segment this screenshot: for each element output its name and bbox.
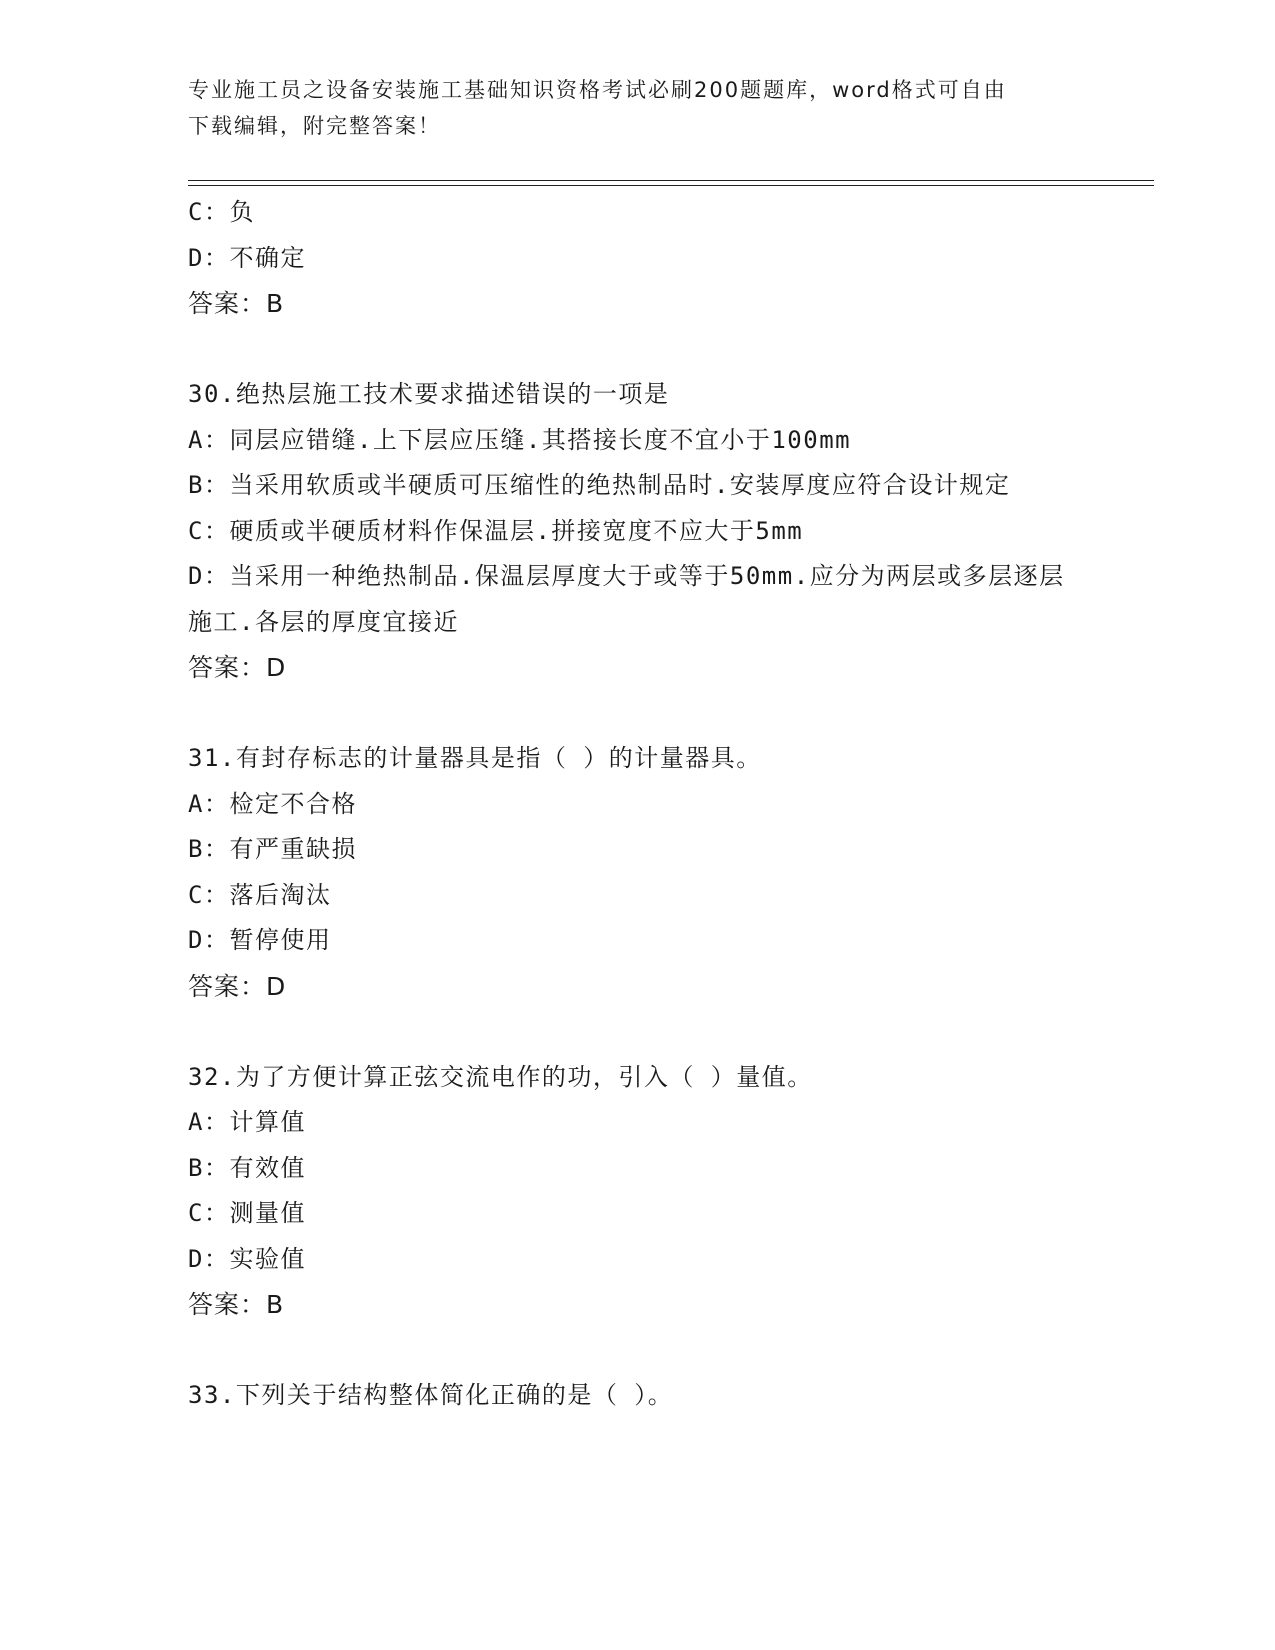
option-d: D：暂停使用: [188, 926, 332, 954]
option-d: D：当采用一种绝热制品.保温层厚度大于或等于50mm.应分为两层或多层逐层施工.各层的厚度宜接近: [188, 562, 1065, 636]
option-b: B：有严重缺损: [188, 835, 357, 863]
question-33: [188, 1373, 1088, 1419]
answer-line: 答案：B: [188, 289, 285, 318]
question-stem: 31.有封存标志的计量器具是指（ ）的计量器具。: [188, 744, 762, 772]
answer-line: 答案：D: [188, 653, 287, 682]
question-stem: 32.为了方便计算正弦交流电作的功，引入（ ）量值。: [188, 1062, 813, 1091]
option-a: A：检定不合格: [188, 789, 357, 818]
option-d: D：实验值: [188, 1244, 306, 1273]
answer-line: 答案：B: [188, 1290, 285, 1319]
answer-line: 答案：D: [188, 971, 287, 1001]
question-31: [188, 736, 1088, 1009]
header-divider-bottom: [188, 185, 1154, 186]
option-c: C：硬质或半硬质材料作保温层.拼接宽度不应大于5mm: [188, 516, 804, 545]
option-b: B：当采用软质或半硬质可压缩性的绝热制品时.安装厚度应符合设计规定: [188, 471, 1011, 499]
question-32: [188, 1055, 1088, 1328]
option-b: B：有效值: [188, 1153, 306, 1182]
option-c: C：测量值: [188, 1199, 306, 1227]
option-d: D：不确定: [188, 243, 306, 272]
header-line-1: 专业施工员之设备安装施工基础知识资格考试必刷200题题库，word格式可自由: [188, 78, 1007, 102]
header-line-2: 下载编辑，附完整答案！: [188, 114, 441, 138]
question-30: [188, 372, 1088, 691]
option-c: C：落后淘汰: [188, 880, 332, 909]
option-a: A：计算值: [188, 1108, 306, 1136]
header-divider-top: [188, 180, 1154, 181]
option-c: C：负: [188, 198, 255, 226]
question-partial: [188, 190, 1088, 327]
question-stem: 30.绝热层施工技术要求描述错误的一项是: [188, 380, 670, 408]
option-a: A：同层应错缝.上下层应压缝.其搭接长度不宜小于100mm: [188, 425, 852, 454]
document-header: [188, 72, 1088, 144]
question-list: [188, 190, 1088, 1419]
question-stem: 33.下列关于结构整体简化正确的是（ ）。: [188, 1381, 674, 1409]
